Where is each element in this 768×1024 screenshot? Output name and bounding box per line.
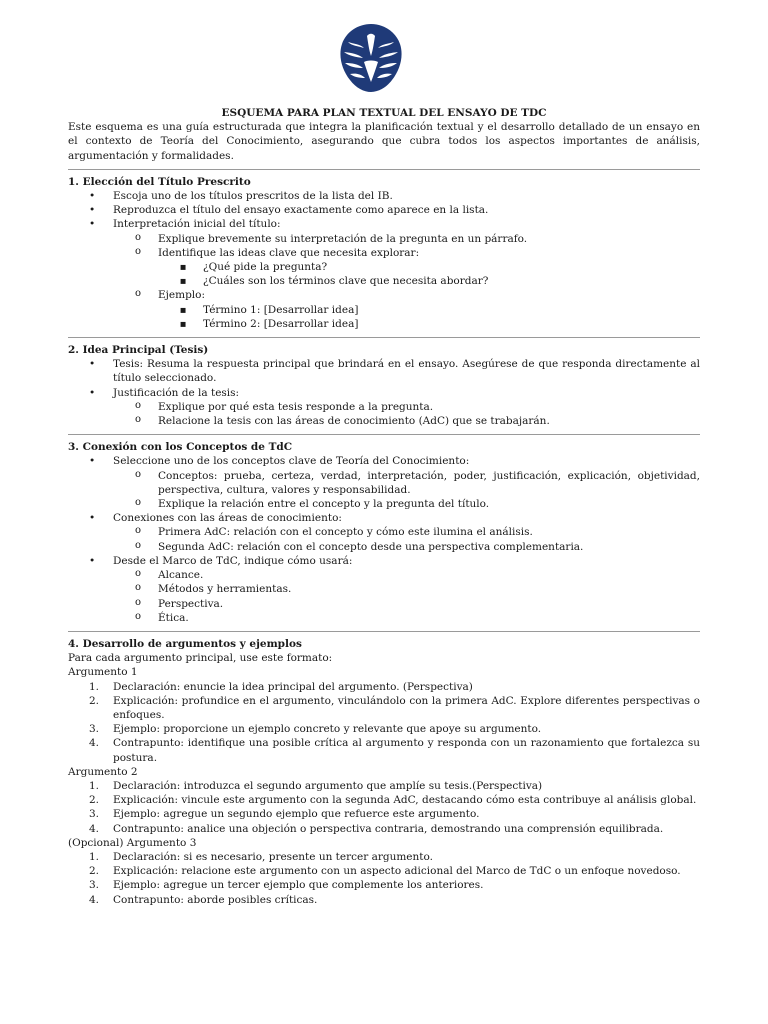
item-number: 2. [89,694,100,707]
item-text: Ejemplo: proporcione un ejemplo concreto y relevante que apoye su argumento. [113,723,542,736]
item-text: Explicación: relacione este argumento con un aspecto adicional del Marco de TdC o un enfoque novedoso. [113,865,681,878]
item-text: Ejemplo: agregue un segundo ejemplo que refuerce este argumento. [113,808,480,821]
sub-list-item [113,288,700,331]
numbered-list [68,680,700,765]
numbered-item [68,722,700,736]
page-title: ESQUEMA PARA PLAN TEXTUAL DEL ENSAYO DE TDC [221,107,547,119]
list-item-text: Desde el Marco de TdC, indique cómo usará: [113,554,353,567]
item-number: 4. [89,822,100,835]
sub-list-item: o Explique por qué esta tesis responde a la pregunta. [113,400,700,414]
list-item [68,511,700,554]
numbered-item [68,736,700,764]
section-divider [68,337,700,338]
argument-label: Argumento 1 [68,666,138,679]
section-3 [68,440,700,625]
item-text: Declaración: enuncie la idea principal del argumento. (Perspectiva) [113,680,473,693]
sub-list [113,525,700,553]
list-item-text: Justificación de la tesis: [113,386,240,399]
bullet-list [68,357,700,428]
sub-sub-list [158,303,700,331]
sub-sub-list-item: ■ ¿Cuáles son los términos clave que necesita abordar? [158,274,700,288]
section-heading: 4. Desarrollo de argumentos y ejemplos [68,637,302,650]
section-heading: 3. Conexión con los Conceptos de TdC [68,441,293,454]
item-number: 3. [89,723,100,736]
argument-label: Argumento 2 [68,765,138,778]
item-text: Declaración: si es necesario, presente un tercer argumento. [113,850,433,863]
numbered-item [68,793,700,807]
item-text: Contrapunto: identifique una posible crítica al argumento y responda con un razonamiento que fortalezca su postura. [113,737,700,764]
sub-list-item [113,246,700,289]
list-item-text: Conexiones con las áreas de conocimiento: [113,512,342,525]
sub-list-item-text: Ejemplo: [158,289,206,302]
bullet-list [68,454,700,624]
item-number: 1. [89,680,100,693]
document-body [68,106,700,907]
numbered-item [68,893,700,907]
sub-list [113,469,700,512]
section-heading: 1. Elección del Título Prescrito [68,175,251,188]
list-item [68,217,700,331]
sub-sub-list-item: ■ Término 2: [Desarrollar idea] [158,317,700,331]
sub-list-item: o Explique brevemente su interpretación de la pregunta en un párrafo. [113,232,700,246]
sub-list-item: o Relacione la tesis con las áreas de conocimiento (AdC) que se trabajarán. [113,414,700,428]
item-text: Explicación: profundice en el argumento, vinculándolo con la primera AdC. Explore diferentes perspectivas o enfoques. [113,694,700,721]
numbered-item [68,779,700,793]
item-number: 3. [89,879,100,892]
intro-paragraph: Este esquema es una guía estructurada que integra la planificación textual y el desarrollo detallado de un ensayo en el contexto de Teoría del Conocimiento, asegurando que cubra todos los aspectos importantes de análisis, argumentación y formalidades. [68,121,700,162]
section-divider [68,434,700,435]
item-text: Ejemplo: agregue un tercer ejemplo que complemente los anteriores. [113,879,484,892]
item-text: Declaración: introduzca el segundo argumento que amplíe su tesis.(Perspectiva) [113,779,543,792]
sub-list [113,232,700,331]
numbered-item [68,694,700,722]
item-text: Contrapunto: analice una objeción o perspectiva contraria, demostrando una comprensión equilibrada. [113,822,664,835]
section-1 [68,175,700,331]
numbered-item [68,822,700,836]
sub-list [113,568,700,625]
sub-list-item: o Perspectiva. [113,597,700,611]
list-item: • Escoja uno de los títulos prescritos de la lista del IB. [68,189,700,203]
section-lead: Para cada argumento principal, use este formato: [68,652,333,665]
item-number: 4. [89,893,100,906]
item-text: Contrapunto: aborde posibles críticas. [113,893,318,906]
sub-list [113,400,700,428]
sub-list-item: o Conceptos: prueba, certeza, verdad, interpretación, poder, justificación, explicación, objetividad, perspectiva, cultura, valores y responsabilidad. [113,469,700,497]
section-divider [68,631,700,632]
numbered-item [68,864,700,878]
sub-list-item: o Explique la relación entre el concepto y la pregunta del título. [113,497,700,511]
numbered-item [68,850,700,864]
lion-head-icon [334,22,408,94]
sub-list-item: o Métodos y herramientas. [113,582,700,596]
sub-sub-list-item: ■ ¿Qué pide la pregunta? [158,260,700,274]
sub-list-item: o Segunda AdC: relación con el concepto desde una perspectiva complementaria. [113,540,700,554]
section-heading: 2. Idea Principal (Tesis) [68,344,209,357]
list-item [68,454,700,511]
sub-sub-list [158,260,700,288]
sub-list-item-text: Identifique las ideas clave que necesita explorar: [158,246,420,259]
numbered-item [68,680,700,694]
numbered-list [68,850,700,907]
item-number: 1. [89,779,100,792]
sub-list-item: o Primera AdC: relación con el concepto y cómo este ilumina el análisis. [113,525,700,539]
list-item-text: Interpretación inicial del título: [113,218,281,231]
numbered-item [68,807,700,821]
item-number: 2. [89,794,100,807]
item-text: Explicación: vincule este argumento con la segunda AdC, destacando cómo esta contribuye al análisis global. [113,794,697,807]
bullet-list [68,189,700,331]
list-item [68,554,700,625]
sub-sub-list-item: ■ Término 1: [Desarrollar idea] [158,303,700,317]
argument-label: (Opcional) Argumento 3 [68,836,197,849]
list-item: • Tesis: Resuma la respuesta principal que brindará en el ensayo. Asegúrese de que responda directamente al título seleccionado. [68,357,700,385]
item-number: 2. [89,865,100,878]
section-4 [68,637,700,907]
sub-list-item: o Alcance. [113,568,700,582]
numbered-list [68,779,700,836]
item-number: 3. [89,808,100,821]
numbered-item [68,878,700,892]
list-item-text: Seleccione uno de los conceptos clave de Teoría del Conocimiento: [113,455,470,468]
list-item [68,386,700,429]
item-number: 4. [89,737,100,750]
section-2 [68,343,700,428]
section-divider [68,169,700,170]
sub-list-item: o Ética. [113,611,700,625]
item-number: 1. [89,850,100,863]
list-item: • Reproduzca el título del ensayo exactamente como aparece en la lista. [68,203,700,217]
